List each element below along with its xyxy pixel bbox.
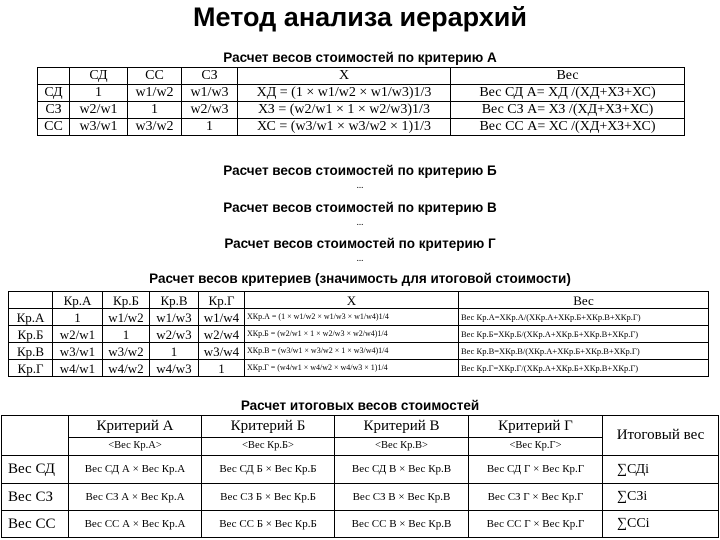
ellipsis: ... bbox=[356, 253, 364, 263]
table-cell: w1/w2 bbox=[103, 309, 150, 326]
criteria-weights-heading: Расчет весов критериев (значимость для итоговой стоимости) bbox=[149, 271, 571, 286]
table-cell: Вес СД Б × Вес Кр.Б bbox=[202, 456, 335, 484]
table-cell: w1/w3 bbox=[150, 309, 199, 326]
table-cell: w4/w2 bbox=[103, 360, 150, 377]
subheader-cell: <Вес Кр.А> bbox=[69, 438, 202, 456]
table-cell: Вес СД А × Вес Кр.А bbox=[69, 456, 202, 484]
header-cell: Вес bbox=[451, 68, 685, 85]
table-cell: Вес СЗ Б × Вес Кр.Б bbox=[202, 484, 335, 511]
formula-cell: ХС = (w3/w1 × w3/w2 × 1)1/3 bbox=[238, 119, 451, 136]
table-cell: w3/w1 bbox=[53, 343, 103, 360]
header-cell: СЗ bbox=[182, 68, 238, 85]
header-cell: Кр.В bbox=[150, 292, 199, 309]
table-cell: 1 bbox=[128, 102, 182, 119]
table-row bbox=[38, 102, 685, 119]
header-cell: Кр.Б bbox=[103, 292, 150, 309]
header-cell: Кр.Г bbox=[199, 292, 245, 309]
weight-cell: Вес СД А= ХД /(ХД+ХЗ+ХС) bbox=[451, 85, 685, 102]
section-g-heading: Расчет весов стоимостей по критерию Г bbox=[224, 236, 496, 251]
table-cell: w2/w1 bbox=[70, 102, 128, 119]
table-row bbox=[2, 511, 719, 538]
header-cell: Кр.А bbox=[53, 292, 103, 309]
subheader-cell: <Вес Кр.Г> bbox=[469, 438, 603, 456]
table-cell: w2/w1 bbox=[53, 326, 103, 343]
ellipsis: ... bbox=[356, 180, 364, 190]
table-cell: w4/w1 bbox=[53, 360, 103, 377]
row-label: СС bbox=[38, 119, 70, 136]
ellipsis: ... bbox=[356, 217, 364, 227]
row-label: Кр.В bbox=[9, 343, 53, 360]
table-row bbox=[38, 119, 685, 136]
table-cell: w4/w3 bbox=[150, 360, 199, 377]
row-label: Вес СЗ bbox=[2, 484, 69, 511]
subheader-cell: <Вес Кр.В> bbox=[335, 438, 469, 456]
section-b-heading: Расчет весов стоимостей по критерию Б bbox=[223, 163, 497, 178]
subheader-cell: <Вес Кр.Б> bbox=[202, 438, 335, 456]
weight-cell: Вес СС А= ХС /(ХД+ХЗ+ХС) bbox=[451, 119, 685, 136]
header-cell bbox=[9, 292, 53, 309]
formula-cell: ХД = (1 × w1/w2 × w1/w3)1/3 bbox=[238, 85, 451, 102]
table-row bbox=[9, 309, 709, 326]
table-header-row bbox=[9, 292, 709, 309]
table-header-row bbox=[38, 68, 685, 85]
table-cell: Вес СД В × Вес Кр.В bbox=[335, 456, 469, 484]
table-row bbox=[9, 326, 709, 343]
formula-cell: ХКр.А = (1 × w1/w2 × w1/w3 × w1/w4)1/4 bbox=[245, 309, 459, 326]
final-weights-heading: Расчет итоговых весов стоимостей bbox=[240, 398, 480, 413]
total-cell: ∑СДi bbox=[603, 456, 719, 484]
table-cell: w2/w3 bbox=[182, 102, 238, 119]
header-cell: Критерий Г bbox=[469, 416, 603, 438]
table-cell: w3/w2 bbox=[103, 343, 150, 360]
table-cell: w3/w4 bbox=[199, 343, 245, 360]
table-cell: w2/w3 bbox=[150, 326, 199, 343]
table-cell: Вес СС А × Вес Кр.А bbox=[69, 511, 202, 538]
row-label: Кр.А bbox=[9, 309, 53, 326]
table-cell: 1 bbox=[103, 326, 150, 343]
row-label: СД bbox=[38, 85, 70, 102]
corner-cell bbox=[2, 416, 69, 456]
total-cell: ∑СЗi bbox=[603, 484, 719, 511]
table-cell: w1/w4 bbox=[199, 309, 245, 326]
table-row bbox=[2, 456, 719, 484]
final-weights-table bbox=[1, 415, 719, 538]
header-cell: СС bbox=[128, 68, 182, 85]
table-cell: Вес СЗ В × Вес Кр.В bbox=[335, 484, 469, 511]
weight-cell: Вес Кр.В=ХКр.В/(ХКр.А+ХКр.Б+ХКр.В+ХКр.Г) bbox=[459, 343, 709, 360]
header-cell: Итоговый вес bbox=[603, 416, 719, 456]
table-cell: w2/w4 bbox=[199, 326, 245, 343]
row-label: Вес СС bbox=[2, 511, 69, 538]
table-cell: Вес СЗ Г × Вес Кр.Г bbox=[469, 484, 603, 511]
table-cell: 1 bbox=[53, 309, 103, 326]
criterion-a-table bbox=[37, 67, 685, 136]
table-cell: Вес СС Б × Вес Кр.Б bbox=[202, 511, 335, 538]
table-cell: Вес СЗ А × Вес Кр.А bbox=[69, 484, 202, 511]
table-cell: w1/w2 bbox=[128, 85, 182, 102]
table-cell: w1/w3 bbox=[182, 85, 238, 102]
header-cell: Х bbox=[245, 292, 459, 309]
table-row bbox=[9, 343, 709, 360]
header-cell: Вес bbox=[459, 292, 709, 309]
table-cell: 1 bbox=[150, 343, 199, 360]
header-cell: Критерий В bbox=[335, 416, 469, 438]
header-cell: Критерий Б bbox=[202, 416, 335, 438]
header-cell: Х bbox=[238, 68, 451, 85]
table-row bbox=[9, 360, 709, 377]
table-cell: w3/w2 bbox=[128, 119, 182, 136]
header-cell: Критерий А bbox=[69, 416, 202, 438]
table-header-row bbox=[2, 416, 719, 438]
weight-cell: Вес Кр.А=ХКр.А/(ХКр.А+ХКр.Б+ХКр.В+ХКр.Г) bbox=[459, 309, 709, 326]
formula-cell: ХЗ = (w2/w1 × 1 × w2/w3)1/3 bbox=[238, 102, 451, 119]
weight-cell: Вес Кр.Б=ХКр.Б/(ХКр.А+ХКр.Б+ХКр.В+ХКр.Г) bbox=[459, 326, 709, 343]
table-cell: 1 bbox=[182, 119, 238, 136]
formula-cell: ХКр.Г = (w4/w1 × w4/w2 × w4/w3 × 1)1/4 bbox=[245, 360, 459, 377]
header-cell: СД bbox=[70, 68, 128, 85]
table-cell: Вес СС В × Вес Кр.В bbox=[335, 511, 469, 538]
formula-cell: ХКр.В = (w3/w1 × w3/w2 × 1 × w3/w4)1/4 bbox=[245, 343, 459, 360]
total-cell: ∑ССi bbox=[603, 511, 719, 538]
page-title: Метод анализа иерархий bbox=[193, 2, 527, 32]
table-row bbox=[38, 85, 685, 102]
table-cell: Вес СД Г × Вес Кр.Г bbox=[469, 456, 603, 484]
weight-cell: Вес СЗ А= ХЗ /(ХД+ХЗ+ХС) bbox=[451, 102, 685, 119]
formula-cell: ХКр.Б = (w2/w1 × 1 × w2/w3 × w2/w4)1/4 bbox=[245, 326, 459, 343]
table-cell: w3/w1 bbox=[70, 119, 128, 136]
section-a-heading: Расчет весов стоимостей по критерию А bbox=[223, 50, 497, 65]
weight-cell: Вес Кр.Г=ХКр.Г/(ХКр.А+ХКр.Б+ХКр.В+ХКр.Г) bbox=[459, 360, 709, 377]
criteria-weights-table bbox=[8, 291, 709, 377]
row-label: СЗ bbox=[38, 102, 70, 119]
row-label: Кр.Г bbox=[9, 360, 53, 377]
row-label: Кр.Б bbox=[9, 326, 53, 343]
table-row bbox=[2, 484, 719, 511]
table-cell: 1 bbox=[70, 85, 128, 102]
table-cell: Вес СС Г × Вес Кр.Г bbox=[469, 511, 603, 538]
table-cell: 1 bbox=[199, 360, 245, 377]
header-cell bbox=[38, 68, 70, 85]
section-v-heading: Расчет весов стоимостей по критерию В bbox=[223, 200, 497, 215]
row-label: Вес СД bbox=[2, 456, 69, 484]
